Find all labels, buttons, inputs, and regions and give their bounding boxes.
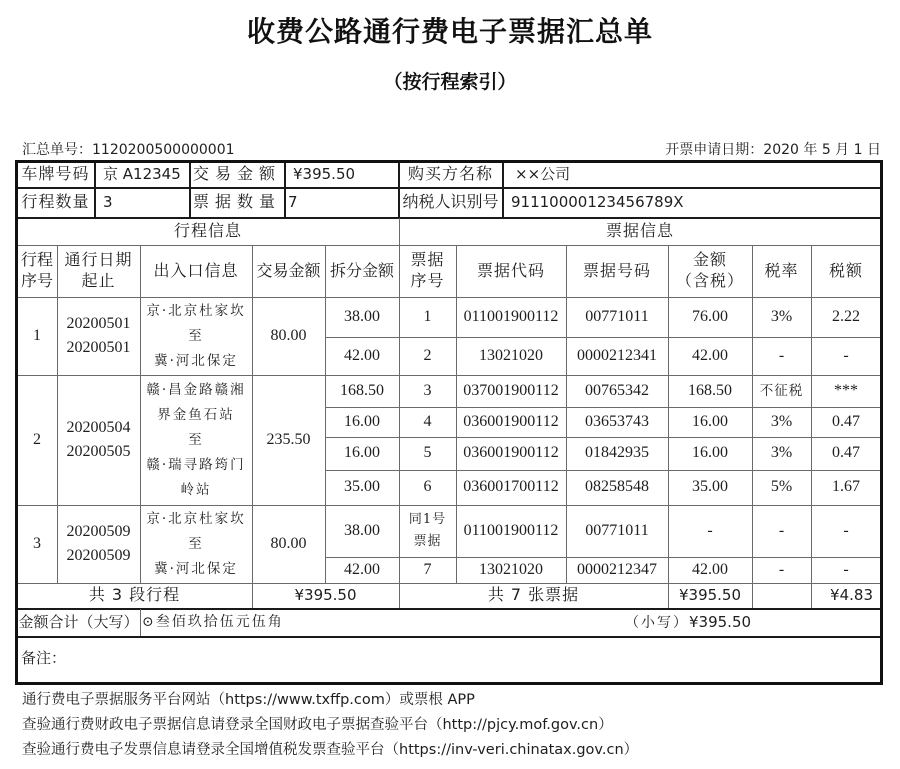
trip-1-split-2: 42.00	[325, 337, 400, 376]
invoice-2-seq: 2	[399, 337, 457, 376]
invoice-7-number: 0000212347	[566, 557, 669, 584]
invoice-2-code: 13021020	[456, 337, 567, 376]
invoice-1-tax: 2.22	[811, 297, 882, 338]
plate-value: 京 A12345	[95, 162, 191, 189]
buyer-value: ××公司	[503, 162, 882, 189]
invoice-count-value: 7	[285, 188, 400, 219]
amount-in-figures	[625, 613, 751, 633]
invoice-6-number: 08258548	[566, 470, 669, 506]
invoice-2-rate: -	[752, 337, 812, 376]
trip-2-amount: 235.50	[252, 375, 326, 506]
invoice-6-rate: 5%	[752, 470, 812, 506]
col-split-amount: 拆分金额	[325, 245, 400, 298]
invoice-same-as-1-amount: -	[668, 505, 753, 558]
trip-2-dates	[57, 375, 141, 506]
trip-2-date-end: 20200505	[66, 443, 131, 460]
invoice-1-number: 00771011	[566, 297, 669, 338]
invoice-1-rate: 3%	[752, 297, 812, 338]
trip-1-dates	[57, 297, 141, 376]
total-invoice-amount: ¥395.50	[668, 583, 753, 610]
trip-2-date-start: 20200504	[66, 419, 131, 436]
col-pass-date-line2: 起止	[81, 271, 116, 290]
invoice-2-amount: 42.00	[668, 337, 753, 376]
trip-2-split-4: 35.00	[325, 470, 400, 506]
trip-1-date-start: 20200501	[66, 315, 131, 332]
trip-1-entry-exit	[140, 297, 253, 376]
invoice-same-as-1-code: 011001900112	[456, 505, 567, 558]
invoice-4-code: 036001900112	[456, 407, 567, 438]
invoice-7-tax: -	[811, 557, 882, 584]
invoice-7-rate: -	[752, 557, 812, 584]
trip-1-amount: 80.00	[252, 297, 326, 376]
invoice-7-code: 13021020	[456, 557, 567, 584]
invoice-3-seq: 3	[399, 375, 457, 408]
invoice-2-number: 0000212341	[566, 337, 669, 376]
total-tax-rate-empty	[752, 583, 812, 610]
trip-2-split-1: 168.50	[325, 375, 400, 408]
section-trip-info: 行程信息	[17, 218, 400, 246]
trip-3-to: 至	[188, 535, 204, 552]
trip-1-to: 至	[188, 327, 204, 344]
trip-3-dates	[57, 505, 141, 584]
trip-3-date-start: 20200509	[66, 523, 131, 540]
apply-date-label: 开票申请日期：	[665, 142, 764, 158]
invoice-same-as-1-tax: -	[811, 505, 882, 558]
invoice-5-tax: 0.47	[811, 437, 882, 471]
invoice-5-number: 01842935	[566, 437, 669, 471]
col-amount-line1: 金额	[692, 250, 727, 270]
invoice-3-number: 00765342	[566, 375, 669, 408]
total-trip-amount: ¥395.50	[252, 583, 400, 610]
invoice-3-code: 037001900112	[456, 375, 567, 408]
trip-count-value: 3	[95, 188, 191, 219]
invoice-3-tax: ***	[811, 375, 882, 408]
trip-3-split-1: 38.00	[325, 505, 400, 558]
amount-figures-label: （小写）	[625, 615, 689, 631]
apply-date	[665, 139, 881, 159]
total-tax-amount: ¥4.83	[811, 583, 882, 610]
col-invoice-seq	[399, 245, 457, 298]
col-invoice-number: 票据号码	[566, 245, 669, 298]
summary-number-label: 汇总单号：	[22, 142, 92, 158]
invoice-7-amount: 42.00	[668, 557, 753, 584]
invoice-same-as-1-number: 00771011	[566, 505, 669, 558]
trip-1-seq: 1	[17, 297, 58, 376]
invoice-1-code: 011001900112	[456, 297, 567, 338]
total-invoices: 共 7 张票据	[399, 583, 669, 610]
invoice-4-rate: 3%	[752, 407, 812, 438]
plate-label: 车牌号码	[17, 162, 96, 189]
taxpayer-id-value: 91110000123456789X	[503, 188, 882, 219]
invoice-4-seq: 4	[399, 407, 457, 438]
col-pass-date-line1: 通行日期	[64, 250, 133, 270]
invoice-5-code: 036001900112	[456, 437, 567, 471]
trip-2-entry-exit	[140, 375, 253, 506]
invoice-7-seq: 7	[399, 557, 457, 584]
invoice-1-seq: 1	[399, 297, 457, 338]
col-invoice-code: 票据代码	[456, 245, 567, 298]
taxpayer-id-label: 纳税人识别号	[399, 188, 504, 219]
col-invoice-seq-line1: 票据	[410, 250, 445, 270]
document-subtitle: （按行程索引）	[383, 71, 517, 93]
col-trip-seq	[17, 245, 58, 298]
trip-3-amount: 80.00	[252, 505, 326, 584]
invoice-6-code: 036001700112	[456, 470, 567, 506]
total-trips: 共 3 段行程	[17, 583, 253, 610]
trip-3-date-end: 20200509	[66, 547, 131, 564]
invoice-6-amount: 35.00	[668, 470, 753, 506]
section-invoice-info: 票据信息	[399, 218, 882, 246]
invoice-6-tax: 1.67	[811, 470, 882, 506]
invoice-5-seq: 5	[399, 437, 457, 471]
col-trip-seq-line2: 序号	[20, 271, 53, 290]
buyer-label: 购买方名称	[399, 162, 504, 189]
trip-1-exit: 冀·河北保定	[154, 352, 238, 369]
invoice-count-label: 票据数量	[190, 188, 286, 219]
invoice-4-amount: 16.00	[668, 407, 753, 438]
remark-row	[17, 637, 882, 684]
invoice-4-number: 03653743	[566, 407, 669, 438]
summary-number-value: 1120200500000001	[92, 142, 235, 158]
col-trade-amount: 交易金额	[252, 245, 326, 298]
footer-line-service-platform: 通行费电子票据服务平台网站（https://www.txffp.com）或票根 APP	[22, 692, 475, 708]
amount-in-words: ⊙叁佰玖拾伍元伍角	[142, 614, 284, 631]
trip-2-exit-line1: 赣·瑞寻路筠门	[146, 456, 246, 473]
col-pass-date	[57, 245, 141, 298]
apply-date-value: 2020 年 5 月 1 日	[763, 142, 881, 158]
summary-number	[22, 139, 235, 159]
col-tax-rate: 税率	[752, 245, 812, 298]
trip-2-entry-line1: 赣·昌金路赣湘	[146, 381, 246, 398]
remark-label: 备注：	[21, 649, 67, 667]
invoice-same-as-1-seq	[399, 505, 457, 558]
trade-amount-value: ¥395.50	[285, 162, 400, 189]
trip-2-seq: 2	[17, 375, 58, 506]
col-tax-amount: 税额	[811, 245, 882, 298]
trip-1-entry: 京·北京杜家坎	[146, 302, 246, 319]
amount-total-label: 金额合计（大写）	[17, 609, 141, 638]
amount-total-value	[140, 609, 882, 638]
invoice-3-rate: 不征税	[752, 375, 812, 408]
invoice-5-amount: 16.00	[668, 437, 753, 471]
trip-2-exit-line2: 岭站	[180, 481, 212, 498]
col-entry-exit: 出入口信息	[140, 245, 253, 298]
invoice-6-seq: 6	[399, 470, 457, 506]
invoice-5-rate: 3%	[752, 437, 812, 471]
invoice-same-as-1-label: 同1号票据	[408, 512, 447, 549]
trip-2-entry-line2: 界金鱼石站	[157, 406, 235, 423]
col-trip-seq-line1: 行程	[20, 250, 53, 270]
invoice-2-tax: -	[811, 337, 882, 376]
invoice-4-tax: 0.47	[811, 407, 882, 438]
trip-3-entry: 京·北京杜家坎	[146, 510, 246, 527]
trip-3-seq: 3	[17, 505, 58, 584]
trip-2-split-2: 16.00	[325, 407, 400, 438]
amount-figures-value: ¥395.50	[689, 613, 752, 631]
trip-3-entry-exit	[140, 505, 253, 584]
trade-amount-label: 交易金额	[190, 162, 286, 189]
trip-2-to: 至	[188, 431, 204, 448]
col-invoice-seq-line2: 序号	[410, 271, 445, 290]
trip-2-split-3: 16.00	[325, 437, 400, 471]
invoice-1-amount: 76.00	[668, 297, 753, 338]
invoice-same-as-1-rate: -	[752, 505, 812, 558]
trip-3-split-2: 42.00	[325, 557, 400, 584]
col-amount-incl-tax	[668, 245, 753, 298]
trip-3-exit: 冀·河北保定	[154, 560, 238, 577]
trip-1-split-1: 38.00	[325, 297, 400, 338]
footer-line-vat-verification: 查验通行费电子发票信息请登录全国增值税发票查验平台（https://inv-veri.chinatax.gov.cn）	[22, 742, 639, 758]
trip-1-date-end: 20200501	[66, 339, 131, 356]
invoice-3-amount: 168.50	[668, 375, 753, 408]
col-amount-line2: （含税）	[675, 271, 744, 290]
footer-line-fiscal-verification: 查验通行费财政电子票据信息请登录全国财政电子票据查验平台（http://pjcy.mof.gov.cn）	[22, 717, 613, 733]
document-title: 收费公路通行费电子票据汇总单	[246, 15, 653, 48]
trip-count-label: 行程数量	[17, 188, 96, 219]
